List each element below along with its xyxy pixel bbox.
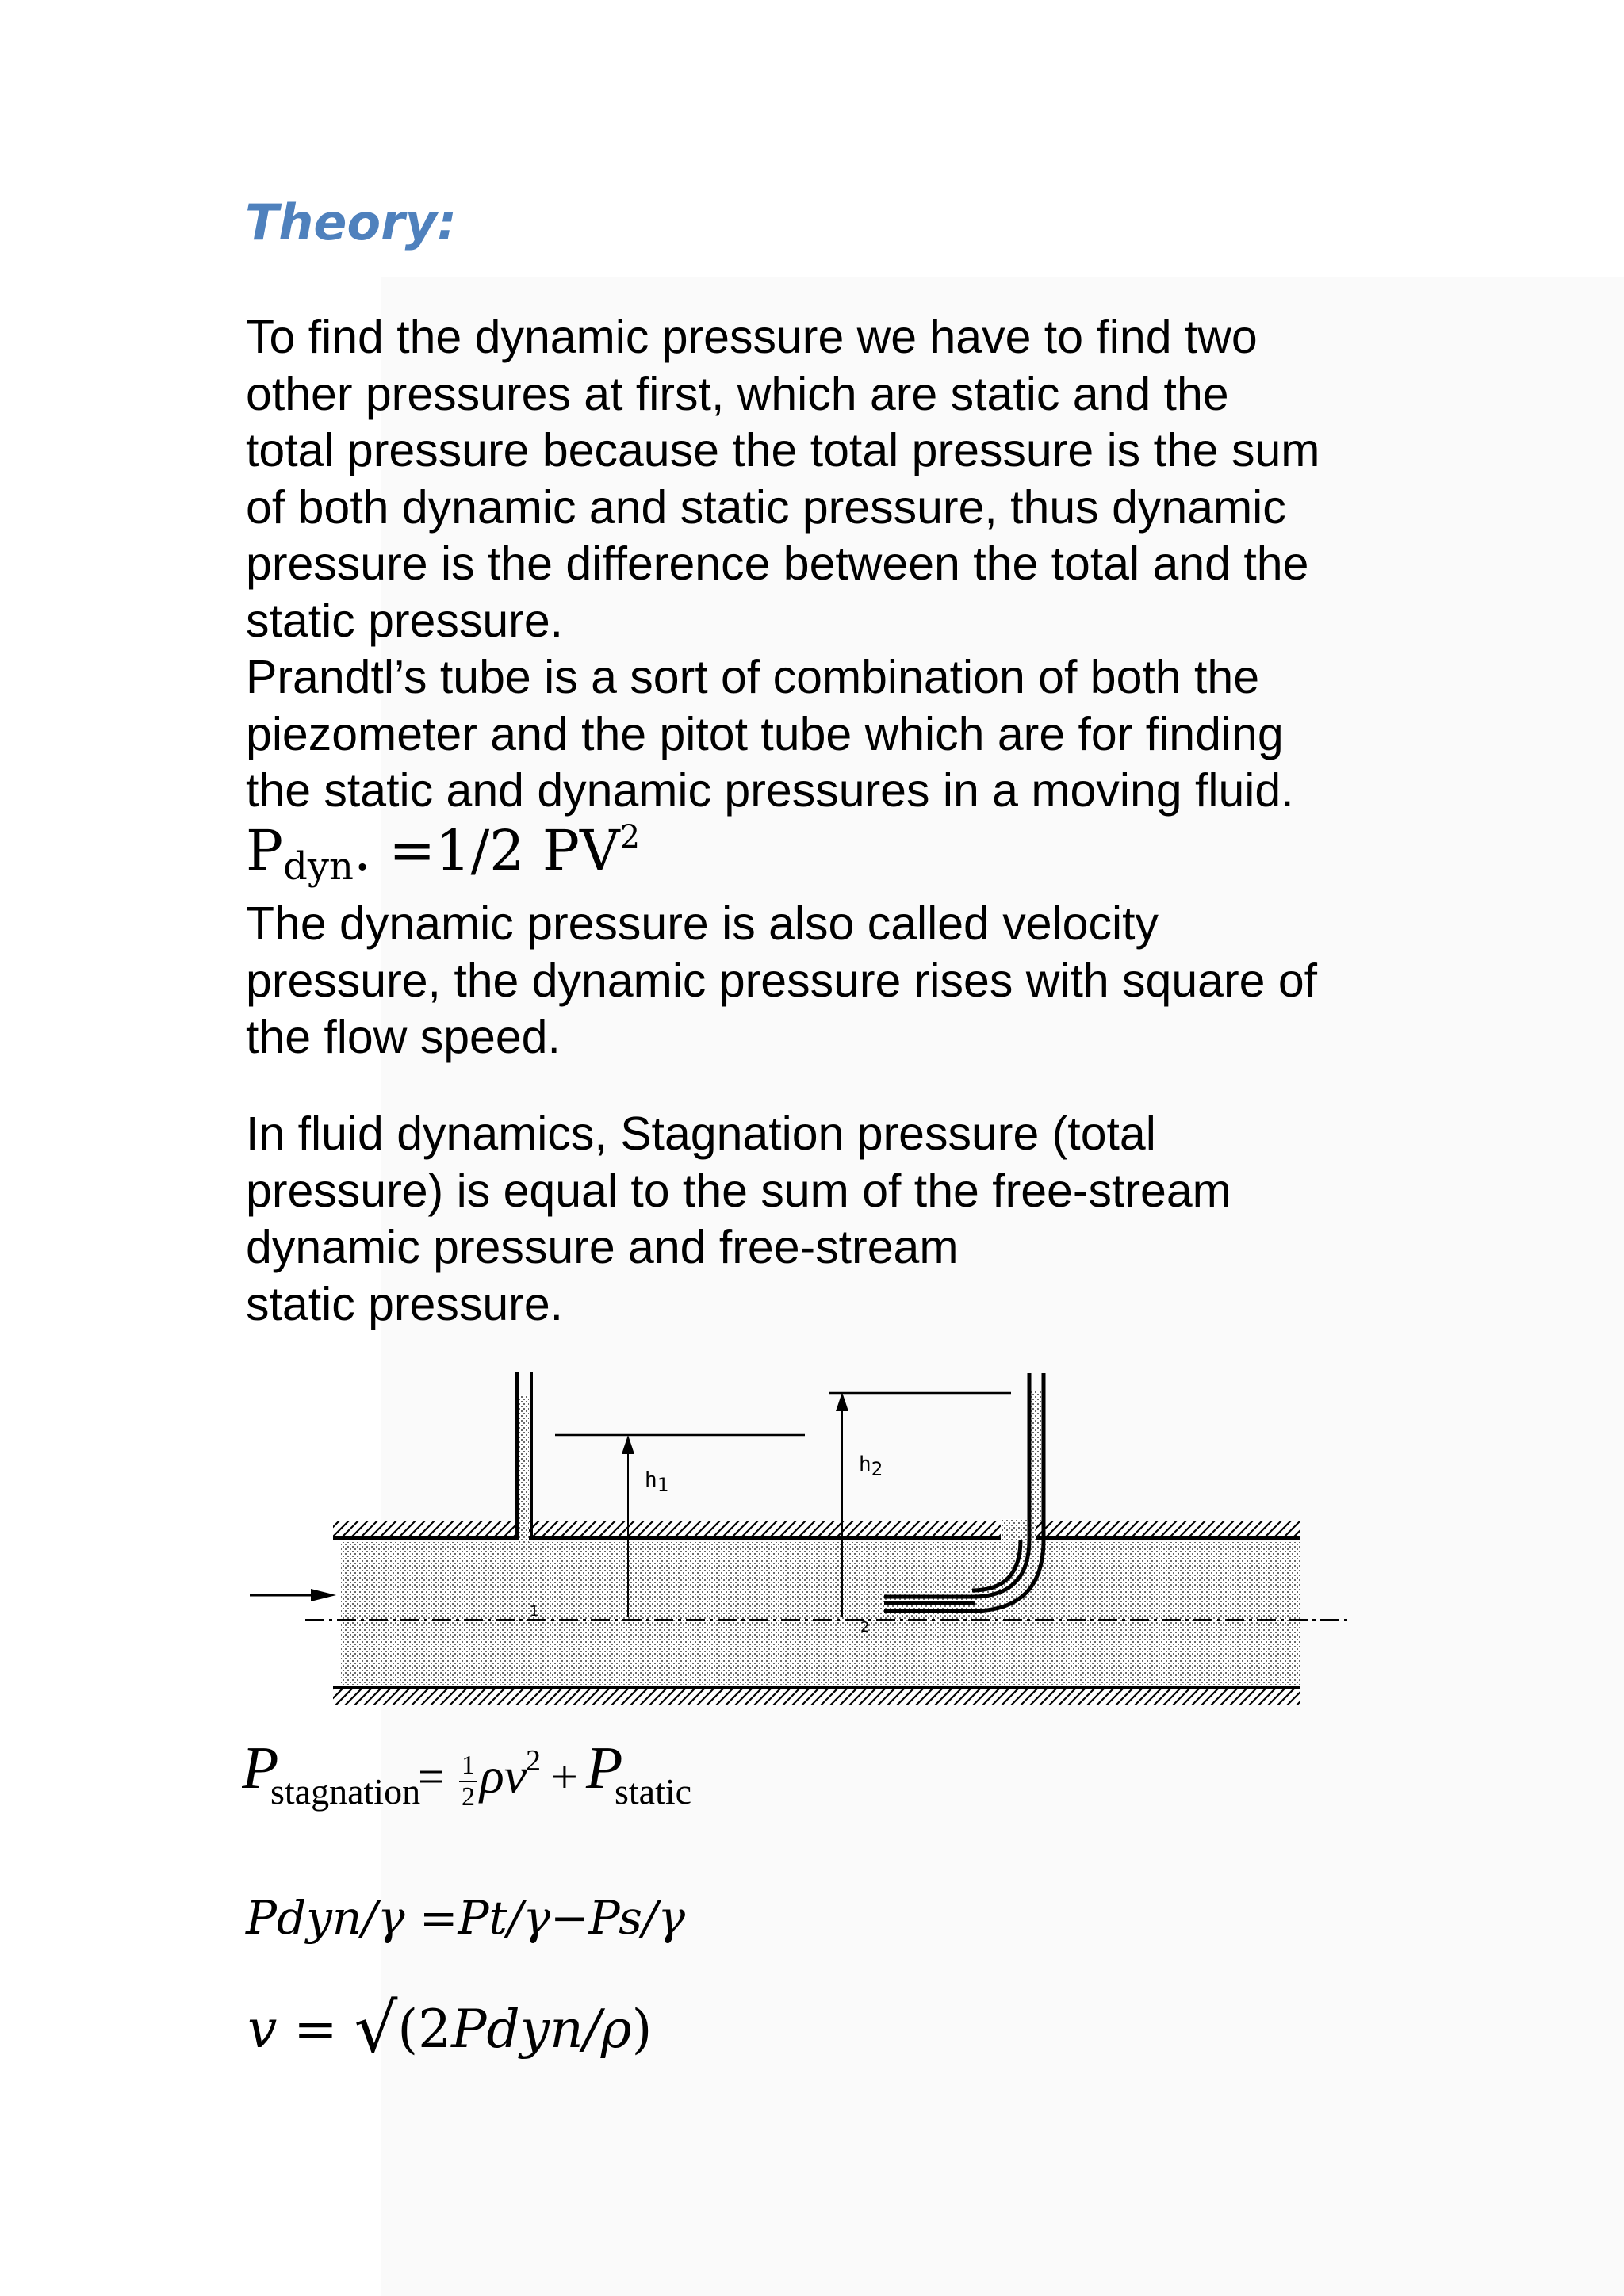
formula-paren: )	[631, 1999, 653, 2060]
label-h2: h2	[859, 1452, 883, 1480]
formula-velocity	[247, 1989, 653, 2068]
text-line: To find the dynamic pressure we have to find two	[246, 311, 1258, 363]
formula-number: 2	[418, 1999, 452, 2060]
label-h1: h1	[645, 1468, 669, 1496]
svg-text:=: =	[418, 1751, 445, 1803]
formula-symbol: P	[246, 818, 284, 883]
text-line: the flow speed.	[246, 1011, 561, 1063]
point-2-label: 2	[860, 1619, 870, 1636]
prandtl-tube-diagram	[238, 1356, 1364, 1720]
text-line: piezometer and the pitot tube which are for finding	[246, 707, 1284, 760]
formula-subscript: dyn	[283, 844, 354, 889]
svg-text:+: +	[551, 1751, 578, 1803]
formula-stagnation-pressure	[242, 1740, 718, 1843]
flow-arrow	[250, 1589, 336, 1601]
paragraph-stagnation-pressure	[246, 1106, 1231, 1333]
square-root-sign: √	[354, 1989, 398, 2068]
text-line: static pressure.	[246, 594, 564, 647]
text-line: pressure) is equal to the sum of the free-stream	[246, 1164, 1231, 1217]
fluid-fill	[341, 1542, 1300, 1685]
svg-text:static: static	[615, 1771, 692, 1812]
pipe-wall-top	[333, 1521, 1300, 1538]
text-line: the static and dynamic pressures in a moving fluid.	[246, 764, 1294, 817]
text-line: Prandtl’s tube is a sort of combination of both the	[246, 651, 1260, 703]
paragraph-velocity-pressure	[246, 896, 1317, 1066]
text-line: of both dynamic and static pressure, thus dynamic	[246, 480, 1286, 534]
text-line: pressure, the dynamic pressure rises with square of	[246, 954, 1318, 1007]
text-line: dynamic pressure and free-stream	[246, 1221, 959, 1273]
svg-text:2: 2	[462, 1782, 475, 1812]
text-line: In fluid dynamics, Stagnation pressure (total	[246, 1108, 1156, 1160]
svg-text:1: 1	[462, 1751, 475, 1780]
formula-equals: =	[277, 1999, 354, 2060]
svg-text:ρv: ρv	[480, 1747, 527, 1804]
formula-paren: (	[397, 1999, 419, 2060]
text-line: total pressure because the total pressure is the sum	[246, 424, 1320, 476]
point-1-label: 1	[530, 1603, 539, 1620]
section-heading: Theory:	[245, 193, 457, 251]
formula-symbol: v	[247, 1999, 278, 2060]
formula-expression: Pdyn/ρ	[451, 1999, 632, 2060]
text-line: static pressure.	[246, 1277, 564, 1330]
formula-dynamic-pressure	[246, 818, 641, 889]
text-line: pressure is the difference between the total and the	[246, 538, 1309, 590]
formula-head-relation: Pdyn/γ =Pt/γ−Ps/γ	[246, 1891, 686, 1945]
svg-text:2: 2	[526, 1744, 541, 1777]
paragraph-dynamic-pressure	[246, 309, 1320, 820]
svg-text:P: P	[586, 1740, 623, 1801]
text-line: The dynamic pressure is also called velocity	[246, 897, 1159, 950]
pipe-wall-bottom	[333, 1687, 1300, 1705]
formula-expression: . =1/2 PV	[353, 818, 620, 883]
text-line: other pressures at first, which are static and the	[246, 367, 1229, 420]
formula-superscript: 2	[619, 819, 641, 855]
svg-text:stagnation: stagnation	[270, 1771, 421, 1812]
svg-text:P: P	[242, 1740, 279, 1801]
